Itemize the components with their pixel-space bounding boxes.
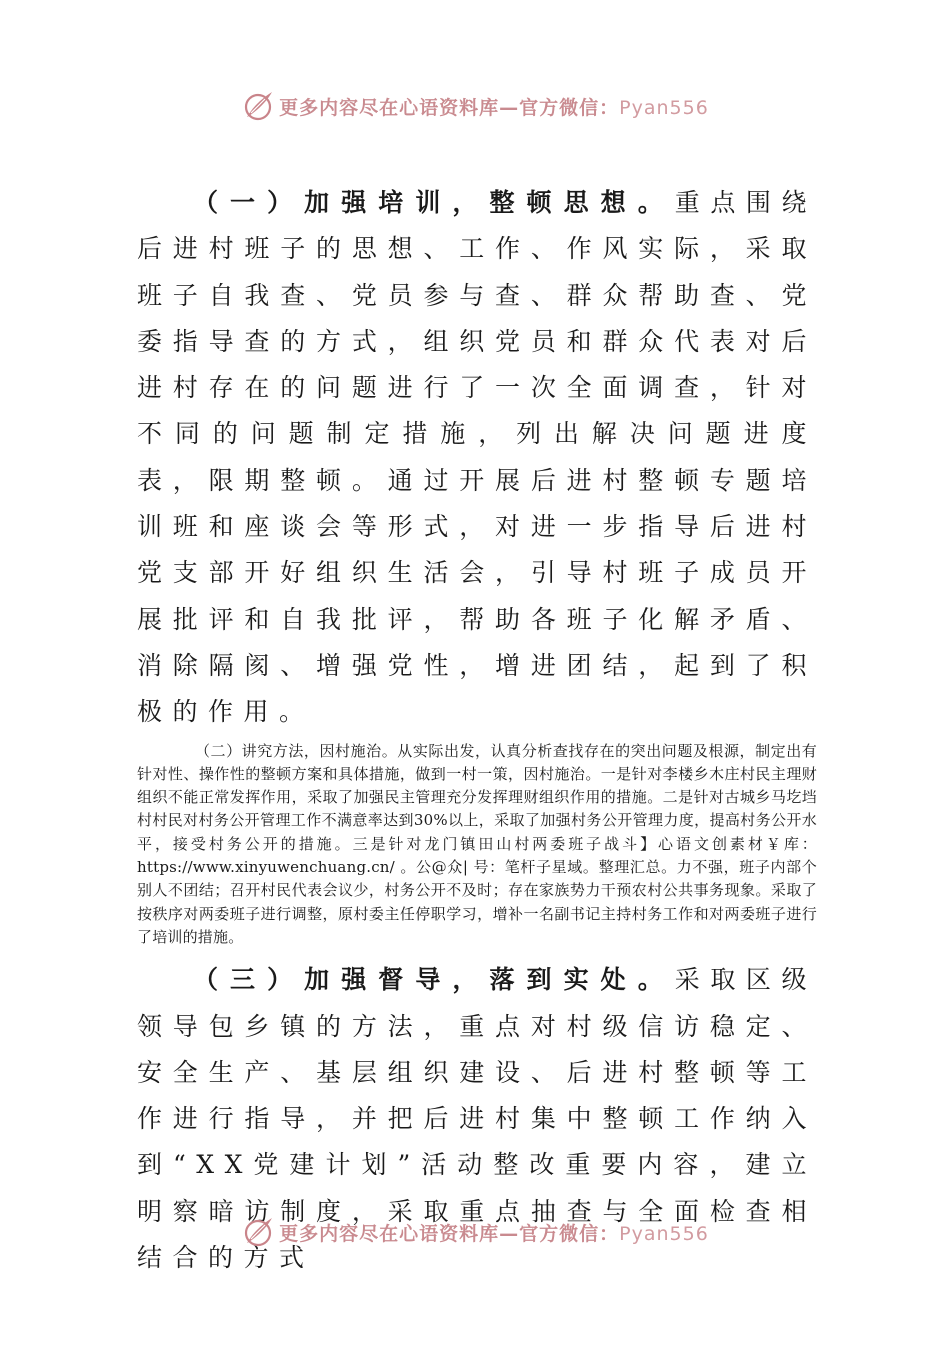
footer-watermark: [0, 1212, 950, 1252]
section-heading-1: （一）加强培训，整顿思想。: [193, 188, 675, 217]
document-body: [137, 180, 817, 1281]
section-heading-3: （三）加强督导，落到实处。: [193, 965, 675, 995]
watermark-text: 更多内容尽在心语资料库—官方微信：Pyan556: [279, 96, 709, 119]
paragraph-1-body: 重点围绕后进村班子的思想、工作、作风实际，采取班子自我查、党员参与查、群众帮助查、党委指导查的方式，组织党员和群众代表对后进村存在的问题进行了一次全面调查，针对不同的问题制定措施，列出解决问题进度表，限期整顿。通过开展后进村整顿专题培训班和座谈会等形式，对进一步指导后进村党支部开好组织生活会，引导村班子成员开展批评和自我批评，帮助各班子化解矛盾、消除隔阂、增强党性，增进团结，起到了积极的作用。: [137, 188, 817, 727]
quill-pen-icon: [241, 1215, 275, 1249]
paragraph-3-body: 采取区级领导包乡镇的方法，重点对村级信访稳定、安全生产、基层组织建设、后进村整顿等工作进行指导，并把后进村集中整顿工作纳入到“XX党建计划”活动整改重要内容，建立明察暗访制度，采取重点抽查与全面检查相结合的方式: [137, 965, 817, 1273]
paragraph-1: [137, 180, 817, 736]
paragraph-2: （二）讲究方法，因村施治。从实际出发，认真分析查找存在的突出问题及根源，制定出有针对性、操作性的整顿方案和具体措施，做到一村一策，因村施治。一是针对李楼乡木庄村民主理财组织不能正常发挥作用，采取了加强民主管理充分发挥理财组织作用的措施。二是针对古城乡马圪垱村村民对村务公开管理工作不满意率达到30%以上，采取了加强村务公开管理力度，提高村务公开水平，接受村务公开的措施。三是针对龙门镇田山村两委班子战斗】心语文创素材￥库：https://www.xinyuwenchuang.cn/ 。公@众| 号：笔杆子星域。整理汇总。力不强，班子内部个别人不团结；召开村民代表会议少，村务公开不及时；存在家族势力干预农村公共事务现象。采取了按秩序对两委班子进行调整，原村委主任停职学习，增补一名副书记主持村务工作和对两委班子进行了培训的措施。: [137, 741, 817, 946]
watermark-text: 更多内容尽在心语资料库—官方微信：Pyan556: [279, 1222, 709, 1245]
header-watermark: [0, 86, 950, 126]
quill-pen-icon: [241, 89, 275, 123]
